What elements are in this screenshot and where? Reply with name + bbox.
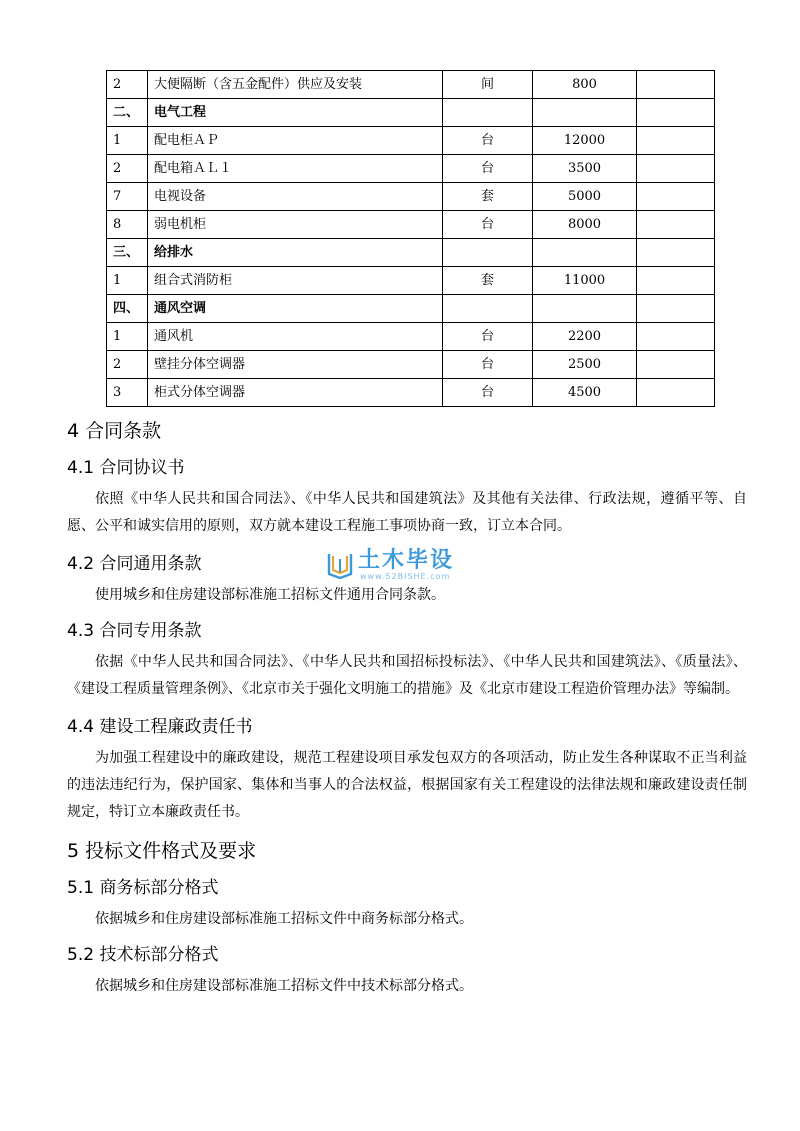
note-cell <box>637 127 715 155</box>
price-cell: 5000 <box>533 183 637 211</box>
table-row <box>107 351 715 379</box>
price-cell <box>533 295 637 323</box>
table-section-row <box>107 239 715 267</box>
note-cell <box>637 71 715 99</box>
heading-4: 4 合同条款 <box>67 420 162 442</box>
price-cell <box>533 239 637 267</box>
item-name-cell: 柜式分体空调器 <box>148 379 443 407</box>
price-cell: 12000 <box>533 127 637 155</box>
heading-4-2: 4.2 合同通用条款 <box>67 554 202 574</box>
unit-cell: 台 <box>443 127 533 155</box>
price-cell: 3500 <box>533 155 637 183</box>
paragraph-4-2: 使用城乡和住房建设部标准施工招标文件通用合同条款。 <box>95 587 445 603</box>
table-row <box>107 267 715 295</box>
heading-5-1: 5.1 商务标部分格式 <box>67 878 219 898</box>
row-number-cell: 1 <box>107 127 148 155</box>
heading-4-1: 4.1 合同协议书 <box>67 458 185 478</box>
unit-cell <box>443 295 533 323</box>
table-row <box>107 155 715 183</box>
note-cell <box>637 295 715 323</box>
note-cell <box>637 155 715 183</box>
price-cell: 4500 <box>533 379 637 407</box>
row-number-cell: 四、 <box>107 295 148 323</box>
row-number-cell: 1 <box>107 267 148 295</box>
table-row <box>107 183 715 211</box>
unit-cell: 套 <box>443 267 533 295</box>
table-row <box>107 379 715 407</box>
note-cell <box>637 323 715 351</box>
unit-cell: 套 <box>443 183 533 211</box>
row-number-cell: 二、 <box>107 99 148 127</box>
price-cell: 2500 <box>533 351 637 379</box>
row-number-cell: 7 <box>107 183 148 211</box>
table-section-row <box>107 99 715 127</box>
item-name-cell: 壁挂分体空调器 <box>148 351 443 379</box>
note-cell <box>637 211 715 239</box>
unit-cell: 台 <box>443 211 533 239</box>
table-row <box>107 71 715 99</box>
item-name-cell: 配电柜ＡＰ <box>148 127 443 155</box>
table-section-row <box>107 295 715 323</box>
price-table-body <box>107 71 715 407</box>
paragraph-5-1: 依据城乡和住房建设部标准施工招标文件中商务标部分格式。 <box>95 911 473 927</box>
unit-cell: 台 <box>443 323 533 351</box>
heading-5: 5 投标文件格式及要求 <box>67 840 257 862</box>
row-number-cell: 8 <box>107 211 148 239</box>
unit-cell <box>443 239 533 267</box>
paragraph-5-2: 依据城乡和住房建设部标准施工招标文件中技术标部分格式。 <box>95 978 473 994</box>
item-name-cell: 大便隔断（含五金配件）供应及安装 <box>148 71 443 99</box>
heading-4-3: 4.3 合同专用条款 <box>67 621 202 641</box>
note-cell <box>637 351 715 379</box>
item-name-cell: 通风机 <box>148 323 443 351</box>
unit-cell <box>443 99 533 127</box>
heading-5-2: 5.2 技术标部分格式 <box>67 945 219 965</box>
price-table <box>106 70 715 407</box>
table-row <box>107 323 715 351</box>
price-cell: 2200 <box>533 323 637 351</box>
item-name-cell: 弱电机柜 <box>148 211 443 239</box>
unit-cell: 台 <box>443 379 533 407</box>
unit-cell: 台 <box>443 155 533 183</box>
table-row <box>107 211 715 239</box>
price-cell: 11000 <box>533 267 637 295</box>
item-name-cell: 通风空调 <box>148 295 443 323</box>
item-name-cell: 配电箱ＡＬ１ <box>148 155 443 183</box>
paragraph-4-4: 为加强工程建设中的廉政建设，规范工程建设项目承发包双方的各项活动，防止发生各种谋取不正当利益的违法违纪行为，保护国家、集体和当事人的合法权益，根据国家有关工程建设的法律法规和廉政建设责任制规定，特订立本廉政责任书。 <box>67 750 747 820</box>
paragraph-4-3: 依据《中华人民共和国合同法》、《中华人民共和国招标投标法》、《中华人民共和国建筑法》、《质量法》、《建设工程质量管理条例》、《北京市关于强化文明施工的措施》及《北京市建设工程造价管理办法》等编制。 <box>67 654 747 697</box>
row-number-cell: 3 <box>107 379 148 407</box>
table-row <box>107 127 715 155</box>
row-number-cell: 三、 <box>107 239 148 267</box>
watermark-subtitle: www.52BISHE.com <box>360 571 451 581</box>
unit-cell: 台 <box>443 351 533 379</box>
item-name-cell: 电气工程 <box>148 99 443 127</box>
row-number-cell: 2 <box>107 351 148 379</box>
note-cell <box>637 99 715 127</box>
row-number-cell: 2 <box>107 155 148 183</box>
price-cell: 800 <box>533 71 637 99</box>
price-cell: 8000 <box>533 211 637 239</box>
row-number-cell: 1 <box>107 323 148 351</box>
document-content <box>67 412 747 1004</box>
paragraph-4-1: 依照《中华人民共和国合同法》、《中华人民共和国建筑法》及其他有关法律、行政法规，遵循平等、自愿、公平和诚实信用的原则，双方就本建设工程施工事项协商一致，订立本合同。 <box>67 491 747 534</box>
row-number-cell: 2 <box>107 71 148 99</box>
watermark-title: 土木毕设 <box>358 547 455 573</box>
price-cell <box>533 99 637 127</box>
note-cell <box>637 267 715 295</box>
item-name-cell: 给排水 <box>148 239 443 267</box>
note-cell <box>637 379 715 407</box>
item-name-cell: 组合式消防柜 <box>148 267 443 295</box>
heading-4-4: 4.4 建设工程廉政责任书 <box>67 717 253 737</box>
unit-cell: 间 <box>443 71 533 99</box>
note-cell <box>637 239 715 267</box>
item-name-cell: 电视设备 <box>148 183 443 211</box>
note-cell <box>637 183 715 211</box>
